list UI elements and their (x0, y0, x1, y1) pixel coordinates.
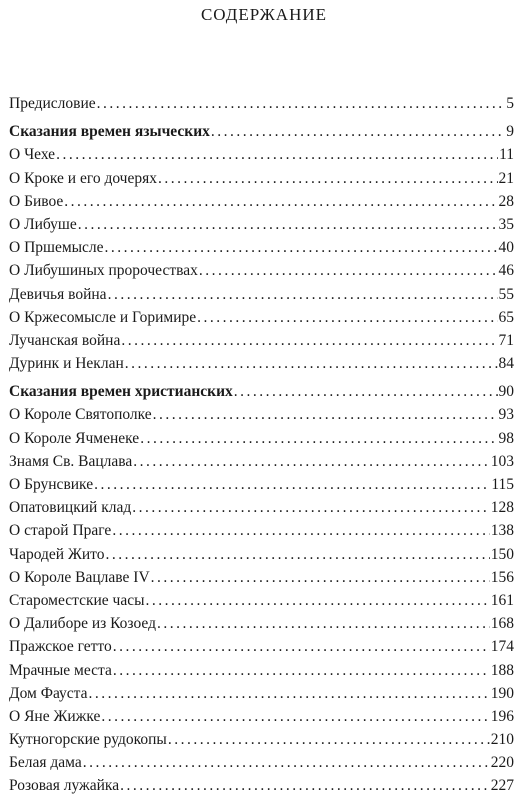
toc-entry-title: О Пршемысле (9, 239, 104, 257)
toc-entry (9, 728, 514, 751)
dot-leader (132, 496, 490, 519)
toc-page-number: 84 (498, 355, 514, 373)
toc-section-heading (9, 120, 514, 143)
toc-page-number: 188 (490, 661, 514, 679)
toc-entry-title: О Короле Ячменеке (9, 429, 140, 447)
dot-leader (97, 92, 506, 115)
toc-page-number: 168 (490, 615, 514, 633)
dot-leader (113, 659, 490, 682)
toc-page-number: 40 (498, 239, 514, 257)
dot-leader (89, 682, 490, 705)
toc-page-number: 150 (490, 545, 514, 563)
toc-page-number: 156 (490, 568, 514, 586)
toc-entry (9, 543, 514, 566)
dot-leader (125, 352, 498, 375)
dot-leader (140, 427, 497, 450)
dot-leader (146, 589, 490, 612)
toc-entry-title: Девичья война (9, 285, 107, 303)
toc-entry (9, 352, 514, 375)
toc-page-number: 210 (490, 731, 514, 749)
toc-entry-title: Дом Фауста (9, 684, 88, 702)
toc-entry-title: Дуринк и Неклан (9, 355, 124, 373)
toc-page-number: 28 (498, 192, 514, 210)
toc-entry (9, 659, 514, 682)
dot-leader (113, 635, 490, 658)
dot-leader (83, 751, 490, 774)
toc-page-number: 90 (498, 383, 514, 401)
toc-entry-title: Предисловие (9, 95, 96, 112)
toc-entry (9, 635, 514, 658)
toc-entry (9, 427, 514, 450)
toc-entry (9, 329, 514, 352)
dot-leader (64, 190, 497, 213)
toc-section-heading (9, 380, 514, 403)
toc-entry-title: О старой Праге (9, 522, 112, 540)
toc-entry-title: О Либуше (9, 215, 77, 233)
dot-leader (168, 728, 490, 751)
toc-entry (9, 682, 514, 705)
toc-page-number: 93 (498, 406, 514, 424)
toc-entry (9, 259, 514, 282)
toc-page-number: 174 (490, 638, 514, 656)
toc-entry-title: О Яне Жижке (9, 707, 101, 725)
toc-entry-title: О Кроке и его дочерях (9, 169, 157, 187)
toc-page-number: 190 (490, 684, 514, 702)
dot-leader (56, 143, 498, 166)
toc-entry (9, 403, 514, 426)
toc-entry (9, 751, 514, 774)
toc-entry (9, 283, 514, 306)
toc-entry (9, 236, 514, 259)
toc-entry (9, 167, 514, 190)
toc-entry-title: Староместские часы (9, 591, 145, 609)
toc-page-number: 196 (490, 707, 514, 725)
toc-entry-title: Белая дама (9, 754, 82, 772)
toc-entry-title: О Чехе (9, 146, 56, 164)
toc-page-number: 65 (498, 308, 514, 326)
toc-entry (9, 450, 514, 473)
toc-entry-title: Чародей Жито (9, 545, 105, 563)
toc-page-number: 35 (498, 215, 514, 233)
dot-leader (108, 283, 498, 306)
toc-entry (9, 774, 514, 797)
dot-leader (199, 259, 498, 282)
toc-entry-title: Мрачные места (9, 661, 112, 679)
dot-leader (94, 473, 490, 496)
toc-entry-title: О Короле Вацлаве IV (9, 568, 150, 586)
toc-page-number: 21 (498, 169, 514, 187)
toc-entry-title: Опатовицкий клад (9, 499, 132, 517)
toc-entry (9, 306, 514, 329)
toc-page-number: 46 (498, 262, 514, 280)
dot-leader (120, 774, 490, 797)
toc-entry-title: О Кржесомысле и Горимире (9, 308, 197, 326)
toc-page-number: 5 (506, 95, 514, 112)
toc-entry-title: Пражское гетто (9, 638, 112, 656)
dot-leader (151, 566, 490, 589)
toc-entry (9, 519, 514, 542)
toc-page-number: 138 (490, 522, 514, 540)
page-title: СОДЕРЖАНИЕ (200, 5, 328, 24)
toc-entry (9, 705, 514, 728)
dot-leader (112, 519, 489, 542)
toc-entry (9, 213, 514, 236)
dot-leader (211, 120, 505, 143)
dot-leader (234, 380, 498, 403)
dot-leader (101, 705, 489, 728)
dot-leader (153, 403, 498, 426)
toc-page-number: 227 (490, 777, 514, 795)
toc-entry-title: О Далиборе из Козоед (9, 615, 156, 633)
toc-page-number: 98 (498, 429, 514, 447)
dot-leader (105, 543, 489, 566)
toc-entry-title: Сказания времен языческих (9, 123, 210, 141)
toc-entry-title: Розовая лужайка (9, 777, 120, 795)
toc-entry (9, 190, 514, 213)
toc-entry-title: О Либушиных пророчествах (9, 262, 198, 280)
toc-entry-title: Кутногорские рудокопы (9, 731, 167, 749)
toc-entry-title: Лучанская война (9, 331, 121, 349)
toc-entry-title: Знамя Св. Вацлава (9, 452, 133, 470)
dot-leader (121, 329, 497, 352)
table-of-contents (9, 92, 514, 798)
toc-entry (9, 496, 514, 519)
toc-page-number: 103 (490, 452, 514, 470)
dot-leader (105, 236, 498, 259)
dot-leader (197, 306, 497, 329)
dot-leader (157, 612, 490, 635)
toc-entry-title: О Бивое (9, 192, 64, 210)
toc-entry (9, 612, 514, 635)
toc-page-number: 115 (491, 476, 514, 493)
toc-page-number: 9 (506, 123, 514, 141)
toc-entry (9, 589, 514, 612)
toc-page-number: 161 (490, 591, 514, 609)
toc-page-number: 71 (498, 331, 514, 349)
toc-entry-title: О Короле Святополке (9, 406, 152, 424)
toc-page-number: 128 (490, 499, 514, 517)
toc-page-number: 11 (499, 146, 514, 164)
dot-leader (158, 167, 498, 190)
toc-entry (9, 143, 514, 166)
dot-leader (78, 213, 498, 236)
toc-entry (9, 92, 514, 115)
toc-entry (9, 566, 514, 589)
toc-entry-title: О Брунсвике (9, 476, 94, 493)
toc-entry (9, 473, 514, 496)
toc-page-number: 55 (498, 285, 514, 303)
toc-entry-title: Сказания времен христианских (9, 383, 233, 401)
toc-page-number: 220 (490, 754, 514, 772)
dot-leader (133, 450, 489, 473)
